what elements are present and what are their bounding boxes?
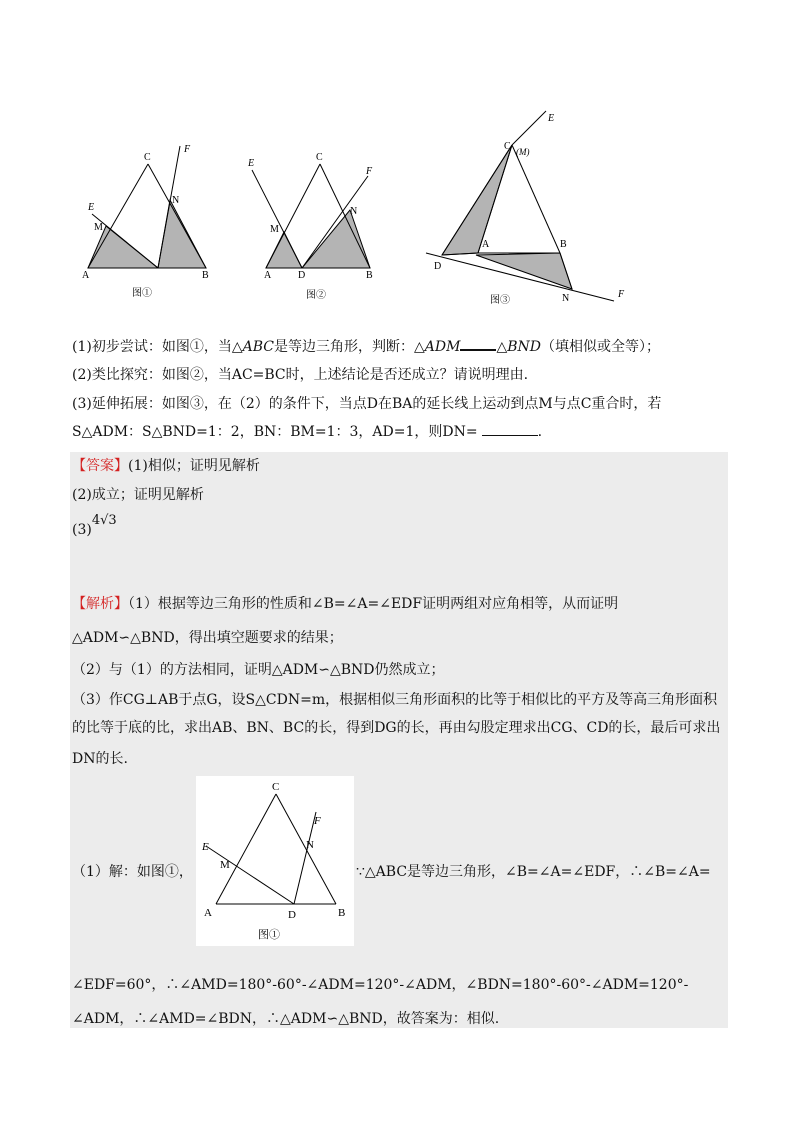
figure-3: [420, 105, 640, 310]
label-b: B: [338, 907, 346, 919]
label-e: E: [202, 841, 209, 853]
figure-caption: 图③: [490, 295, 510, 306]
answer-blank: [482, 423, 538, 436]
figure-caption: 图①: [258, 929, 280, 941]
label-m: M: [94, 222, 103, 233]
figure-caption: 图①: [132, 288, 152, 299]
solution-prefix: （1）解：如图①，: [72, 864, 193, 880]
label-c: C: [504, 141, 511, 152]
answer-panel: [70, 452, 728, 1028]
label-f: F: [184, 144, 191, 155]
question-3-line-2: S△ADM：S△BND=1：2，BN：BM=1：3，AD=1，则DN= .: [72, 424, 543, 440]
label-cm: (M): [516, 147, 530, 157]
label-f: F: [366, 166, 373, 177]
figure-1: [80, 140, 220, 300]
label-c: C: [144, 152, 151, 163]
triangle-adm-shaded: [266, 232, 302, 268]
label-n: N: [562, 293, 570, 304]
analysis-line-3: （2）与（1）的方法相同，证明△ADM∽△BND仍然成立；: [72, 662, 445, 678]
label-e: E: [248, 158, 255, 169]
label-a: A: [264, 270, 272, 281]
analysis-line-1: 【解析】（1）根据等边三角形的性质和∠B=∠A=∠EDF证明两组对应角相等，从而证明: [72, 596, 619, 612]
label-n: N: [306, 839, 314, 851]
analysis-line-2: △ADM∽△BND，得出填空题要求的结果；: [72, 630, 343, 646]
question-1: (1)初步尝试：如图①，当△ABC是等边三角形，判断：△ADM △BND（填相似或全等）；: [72, 339, 660, 355]
figure-caption: 图②: [306, 290, 326, 301]
label-a: A: [204, 907, 212, 919]
label-b: B: [560, 239, 567, 250]
label-c: C: [316, 152, 323, 163]
side-ac: [216, 794, 276, 904]
question-3-line-1: (3)延伸拓展：如图③，在（2）的条件下，当点D在BA的延长线上运动到点M与点C重合时，若: [72, 396, 662, 412]
triangle-bnd-shaded: [158, 200, 206, 268]
answer-line-1: 【答案】(1)相似；证明见解析: [72, 458, 260, 474]
label-e: E: [88, 202, 95, 213]
label-a: A: [482, 239, 490, 250]
label-d: D: [298, 270, 306, 281]
label-m: M: [220, 859, 230, 871]
line-de: [206, 846, 294, 904]
figure-2: [240, 140, 390, 305]
label-d: D: [434, 261, 442, 272]
answer-blank: [460, 337, 496, 351]
label-n: N: [172, 195, 180, 206]
figure-4: [196, 776, 354, 946]
solution-line-1: ∵△ABC是等边三角形，∠B=∠A=∠EDF，∴∠B=∠A=: [356, 864, 711, 880]
analysis-line-6: DN的长.: [72, 751, 128, 767]
triangle-bnd-shaded: [476, 253, 572, 289]
line-df: [294, 812, 316, 904]
question-2: (2)类比探究：如图②，当AC=BC时，上述结论是否还成立？请说明理由.: [72, 367, 529, 383]
label-f: F: [314, 815, 321, 827]
analysis-tag: 【解析】: [72, 596, 128, 612]
label-b: B: [366, 270, 373, 281]
line-ce: [512, 111, 546, 145]
label-b: B: [202, 270, 209, 281]
side-bc: [512, 145, 560, 253]
label-a: A: [82, 270, 90, 281]
label-m: M: [270, 224, 279, 235]
label-c: C: [272, 781, 280, 793]
analysis-line-4: （3）作CG⊥AB于点G，设S△CDN=m，根据相似三角形面积的比等于相似比的平方及等高三角形面积: [72, 692, 718, 708]
label-d: D: [288, 909, 296, 921]
answer-tag: 【答案】: [72, 458, 128, 474]
analysis-line-5: 的比等于底的比，求出AB、BN、BC的长，得到DG的长，再由勾股定理求出CG、CD的长，最后可求出: [72, 720, 721, 736]
answer-line-3: (3)4√3: [72, 513, 117, 538]
label-n: N: [350, 206, 358, 217]
solution-line-2: ∠EDF=60°，∴∠AMD=180°-60°-∠ADM=120°-∠ADM，∠BDN=180°-60°-∠ADM=120°-: [72, 977, 689, 993]
label-f: F: [618, 289, 625, 300]
answer-line-2: (2)成立；证明见解析: [72, 487, 204, 503]
triangle-bnd-shaded: [302, 210, 370, 268]
answer-value: 4√3: [91, 513, 117, 528]
label-e: E: [548, 113, 555, 124]
solution-line-3: ∠ADM，∴∠AMD=∠BDN，∴△ADM∽△BND，故答案为：相似.: [72, 1011, 500, 1027]
